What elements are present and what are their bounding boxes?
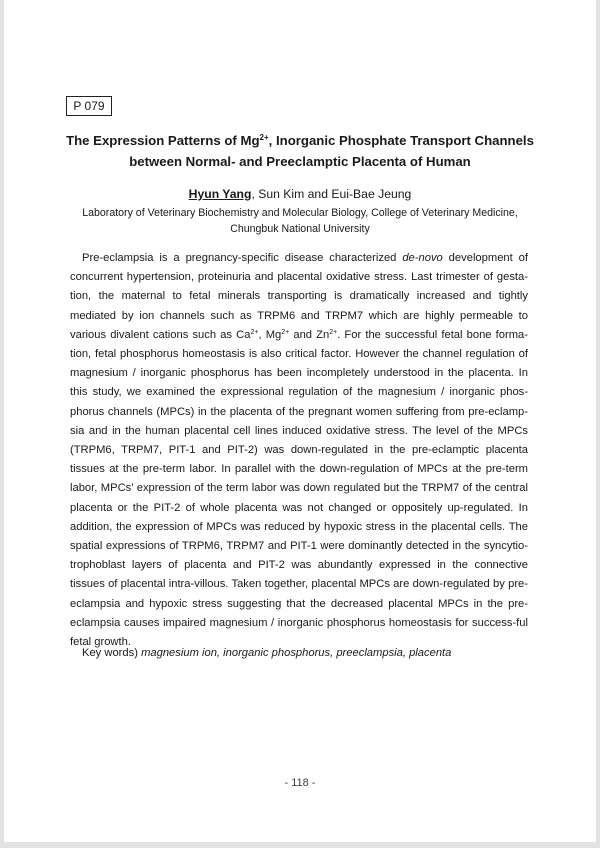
- zn-superscript: 2+: [329, 328, 338, 336]
- abstract-text-4: and Zn: [289, 328, 330, 341]
- keywords-terms: magnesium ion, inorganic phosphorus, preeclampsia, placenta: [141, 647, 452, 659]
- co-authors: , Sun Kim and Eui-Bae Jeung: [251, 187, 412, 201]
- abstract-body: [70, 249, 528, 652]
- page-edge-right: [596, 0, 600, 848]
- page-edge-left: [0, 0, 4, 848]
- title-part2: , Inorganic Phosphate Transport Channels between Normal- and Preeclamptic Placenta of Human: [129, 133, 534, 169]
- abstract-text-1: Pre-eclampsia is a pregnancy-specific disease characterized: [82, 252, 403, 264]
- abstract-emphasis: de-novo: [402, 252, 443, 264]
- affiliation: Laboratory of Veterinary Biochemistry and Molecular Biology, College of Veterinary Medicine, Chungbuk National University: [82, 207, 518, 235]
- author-list: [60, 185, 540, 203]
- paper-title: [60, 130, 540, 172]
- title-superscript: 2+: [259, 133, 269, 142]
- mg-superscript: 2+: [281, 328, 290, 336]
- keywords-line: [82, 644, 532, 662]
- ca-superscript: 2+: [250, 328, 259, 336]
- presenting-author: Hyun Yang: [188, 187, 252, 201]
- page-number: - 118 -: [284, 777, 316, 789]
- keywords-label: Key words): [82, 647, 142, 659]
- abstract-text-3: , Mg: [258, 328, 282, 341]
- abstract-text-2: development of concurrent hypertension, proteinuria and placental oxidative stress. Last trimester of gesta-tion, the maternal to fetal minerals transporting is dramatically increased and tightly mediated by ion channels such as TRPM6 and TRPM7 which are highly permeable to various divalent cations such as Ca: [70, 252, 528, 341]
- poster-id-box: [66, 96, 112, 116]
- abstract-text-5: . For the successful fetal bone forma-tion, fetal phosphorus homeostasis is also critical factor. However the channel regulation of magnesium / inorganic phosphorus has been incompletely understood in the placenta. In this study, we examined the expressional regulation of the magnesium / inorganic phos-phorus channels (MPCs) in the placenta of the pregnant women suffering from pre-eclamp-sia and in the human placental cell lines induced oxidative stress. The level of the MPCs (TRPM6, TRPM7, PIT-1 and PIT-2) was down-regulated in the pre-eclamptic placenta tissues at the pre-term labor. In parallel with the down-regulation of MPCs at the pre-term labor, MPCs’ expression of the term labor was down regulated but the TRPM7 of the central placenta or the PIT-2 of whole placenta was not changed or oppositely up-regulated. In addition, the expression of MPCs was reduced by hypoxic stress in the placental cells. The spatial expressions of TRPM6, TRPM7 and PIT-1 were dominantly detected in the syncytio-trophoblast layers of placenta and PIT-2 was abundantly expressed in the connective tissues of placental intra-villous. Taken together, placental MPCs are down-regulated by pre-eclampsia and hypoxic stress suggesting that the decreased placental MPCs in the pre-eclampsia causes impaired magnesium / inorganic phosphorus homeostasis for success-ful fetal growth.: [70, 328, 528, 649]
- title-part1: The Expression Patterns of Mg: [66, 133, 260, 148]
- page-edge-bottom: [0, 842, 600, 848]
- poster-id: P 079: [73, 99, 105, 113]
